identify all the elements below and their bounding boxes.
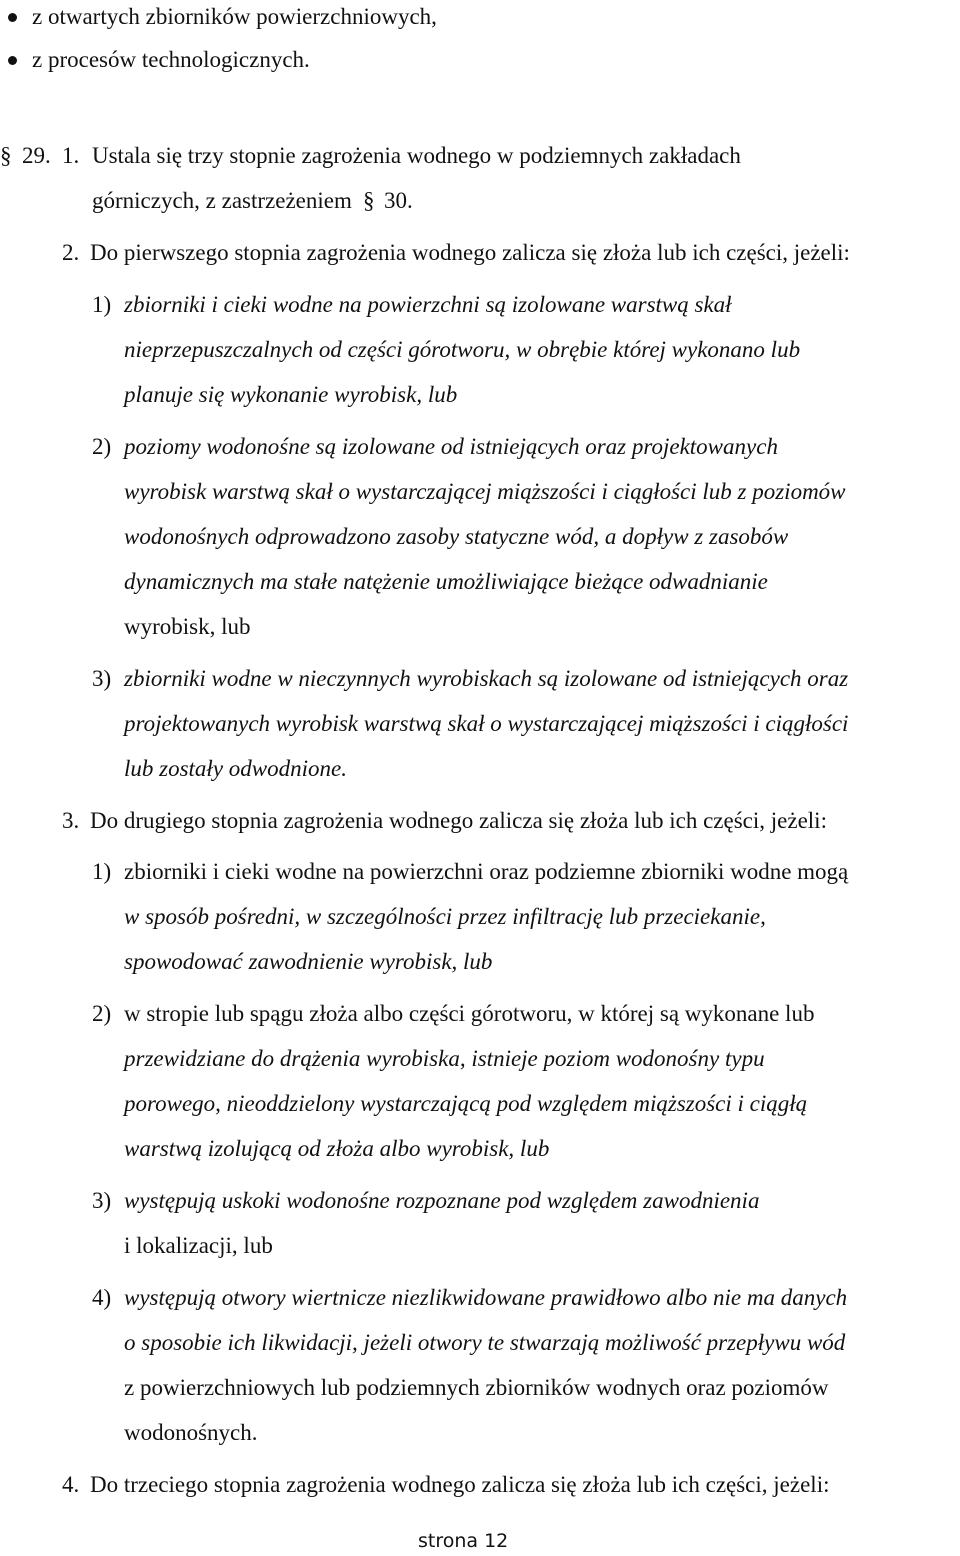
list-item-text: przewidziane do drążenia wyrobiska, istnieje poziom wodonośny typu [124, 1046, 765, 1071]
list-item-text: z powierzchniowych lub podziemnych zbiorników wodnych oraz poziomów [124, 1375, 829, 1400]
list-number: 4) [92, 1285, 112, 1310]
section-number: 2. [62, 240, 80, 265]
list-item-text: o sposobie ich likwidacji, jeżeli otwory te stwarzają możliwość przepływu wód [124, 1330, 846, 1355]
paragraph-text: górniczych, z zastrzeżeniem [92, 188, 352, 213]
list-item-text: poziomy wodonośne są izolowane od istniejących oraz projektowanych [124, 434, 778, 459]
list-item-text: warstwą izolującą od złoża albo wyrobisk, lub [124, 1136, 550, 1161]
paragraph-text: Ustala się trzy stopnie zagrożenia wodnego w podziemnych zakładach [92, 143, 741, 168]
list-item-text: projektowanych wyrobisk warstwą skał o wystarczającej miąższości i ciągłości [124, 711, 849, 736]
list-item-text: dynamicznych ma stałe natężenie umożliwiające bieżące odwadnianie [124, 569, 768, 594]
list-item-text: zbiorniki wodne w nieczynnych wyrobiskach są izolowane od istniejących oraz [124, 666, 849, 691]
paragraph-number: 29. [22, 143, 51, 168]
bullet-item: z otwartych zbiorników powierzchniowych, [32, 4, 437, 29]
section-heading: Do drugiego stopnia zagrożenia wodnego zalicza się złoża lub ich części, jeżeli: [90, 808, 827, 833]
bullet-dot [8, 56, 17, 65]
list-item-text: w sposób pośredni, w szczególności przez infiltrację lub przeciekanie, [124, 904, 766, 929]
page-number: strona 12 [418, 1530, 509, 1552]
list-number: 1) [92, 859, 112, 884]
list-item-text: występują uskoki wodonośne rozpoznane pod względem zawodnienia [124, 1188, 760, 1213]
list-item-text: planuje się wykonanie wyrobisk, lub [124, 382, 458, 407]
list-item-text: występują otwory wiertnicze niezlikwidowane prawidłowo albo nie ma danych [124, 1285, 848, 1310]
section-number: 3. [62, 808, 80, 833]
section-heading: Do pierwszego stopnia zagrożenia wodnego zalicza się złoża lub ich części, jeżeli: [90, 240, 850, 265]
list-item-text: w stropie lub spągu złoża albo części górotworu, w której są wykonane lub [124, 1001, 815, 1026]
list-item-text: zbiorniki i cieki wodne na powierzchni oraz podziemne zbiorniki wodne mogą [124, 859, 849, 884]
list-number: 2) [92, 434, 112, 459]
section-number: 4. [62, 1472, 80, 1497]
list-number: 3) [92, 1188, 112, 1213]
list-number: 1) [92, 292, 112, 317]
list-item-text: wyrobisk, lub [124, 614, 251, 639]
list-item-text: lub zostały odwodnione. [124, 756, 347, 781]
item-number: 1. [62, 143, 80, 168]
reference-number: 30. [384, 188, 413, 213]
list-item-text: nieprzepuszczalnych od części górotworu, w obrębie której wykonano lub [124, 337, 801, 362]
list-item-text: i lokalizacji, lub [124, 1233, 273, 1258]
list-item-text: wodonośnych. [124, 1420, 258, 1445]
section-sign: § [0, 143, 12, 168]
list-item-text: porowego, nieoddzielony wystarczającą pod względem miąższości i ciągłą [124, 1091, 808, 1116]
list-number: 3) [92, 666, 112, 691]
list-item-text: wodonośnych odprowadzono zasoby statyczne wód, a dopływ z zasobów [124, 524, 789, 549]
reference-section-sign: § [363, 188, 375, 213]
list-number: 2) [92, 1001, 112, 1026]
bullet-item: z procesów technologicznych. [32, 47, 310, 72]
list-item-text: wyrobisk warstwą skał o wystarczającej miąższości i ciągłości lub z poziomów [124, 479, 846, 504]
list-item-text: spowodować zawodnienie wyrobisk, lub [124, 949, 493, 974]
section-heading: Do trzeciego stopnia zagrożenia wodnego zalicza się złoża lub ich części, jeżeli: [90, 1472, 830, 1497]
bullet-dot [8, 13, 17, 22]
list-item-text: zbiorniki i cieki wodne na powierzchni są izolowane warstwą skał [124, 292, 732, 317]
